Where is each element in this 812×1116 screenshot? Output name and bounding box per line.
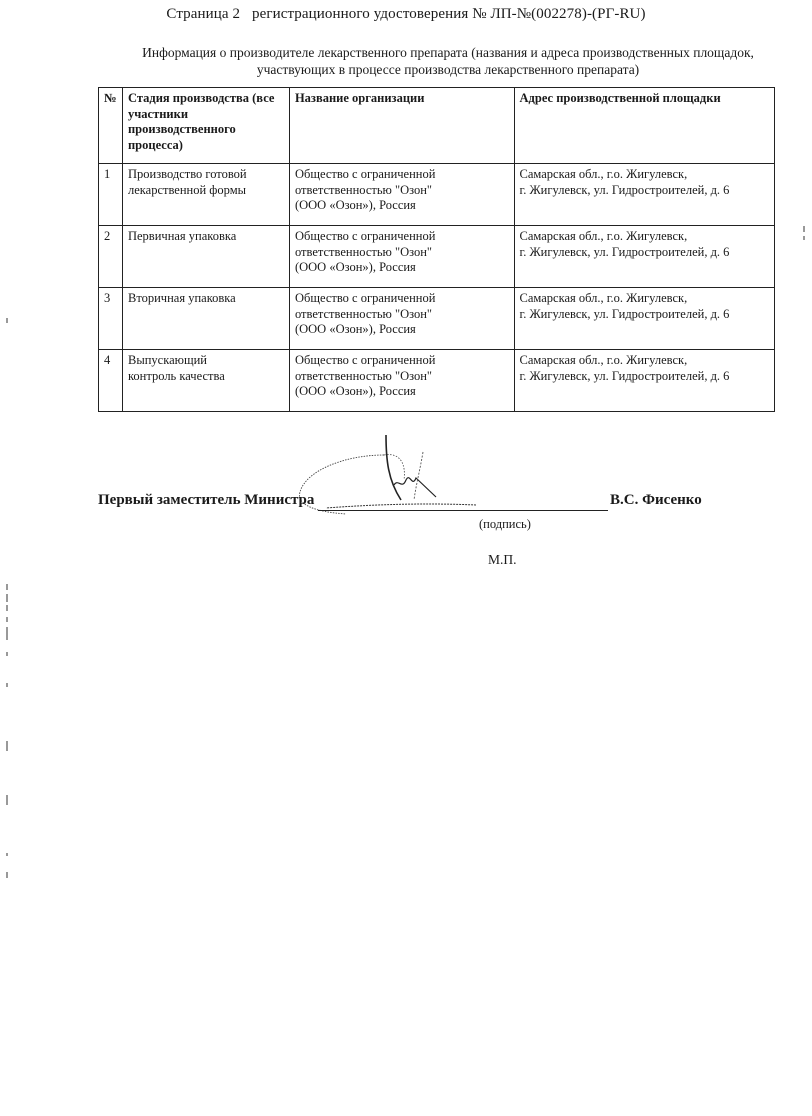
- page-header: [0, 6, 812, 23]
- row-organization: [289, 164, 514, 226]
- stage-text: Выпускающий контроль качества: [127, 353, 225, 383]
- row-stage: Вторичная упаковка: [122, 288, 289, 350]
- org-line: (ООО «Озон»), Россия: [294, 322, 416, 336]
- column-header-stage-label: Стадия производства (все участники производственного процесса): [127, 91, 275, 152]
- address-line: Самарская обл., г.о. Жигулевск,: [519, 353, 688, 367]
- row-organization: [289, 288, 514, 350]
- org-line: Общество с ограниченной: [294, 353, 436, 367]
- address-line: г. Жигулевск, ул. Гидростроителей, д. 6: [519, 368, 730, 383]
- row-organization: [289, 226, 514, 288]
- org-line: ответственностью "Озон": [294, 368, 433, 383]
- row-number: 3: [99, 288, 123, 350]
- row-stage: [122, 164, 289, 226]
- subtitle-line-2: участвующих в процессе производства лекарственного препарата): [256, 62, 640, 77]
- address-line: Самарская обл., г.о. Жигулевск,: [519, 229, 688, 243]
- row-stage: [122, 350, 289, 412]
- org-line: (ООО «Озон»), Россия: [294, 198, 416, 212]
- subtitle-line-1: Информация о производителе лекарственного препарата (названия и адреса производственных площадок,: [142, 45, 754, 60]
- signature-caption: (подпись): [479, 517, 531, 531]
- row-organization: [289, 350, 514, 412]
- table-row: [99, 350, 775, 412]
- table-row: [99, 226, 775, 288]
- signer-name: В.С. Фисенко: [610, 492, 702, 508]
- signature-block: [98, 480, 778, 580]
- address-line: г. Жигулевск, ул. Гидростроителей, д. 6: [519, 306, 730, 321]
- org-line: ответственностью "Озон": [294, 244, 433, 259]
- row-address: [514, 226, 774, 288]
- table-header-row: [99, 88, 775, 164]
- signer-title: Первый заместитель Министра: [98, 492, 315, 508]
- column-header-stage: [122, 88, 289, 164]
- column-header-number: №: [99, 88, 123, 164]
- certificate-title: регистрационного удостоверения № ЛП-№(002278)-(РГ-RU): [251, 6, 646, 22]
- row-number: 4: [99, 350, 123, 412]
- row-address: [514, 164, 774, 226]
- org-line: ответственностью "Озон": [294, 182, 433, 197]
- row-address: [514, 288, 774, 350]
- stamp-placeholder: М.П.: [488, 552, 517, 567]
- section-subtitle: [98, 44, 798, 78]
- row-number: 2: [99, 226, 123, 288]
- stage-text: Производство готовой лекарственной формы: [127, 167, 247, 197]
- org-line: (ООО «Озон»), Россия: [294, 260, 416, 274]
- table-row: [99, 164, 775, 226]
- org-line: Общество с ограниченной: [294, 167, 436, 181]
- signature-line: [318, 510, 608, 511]
- row-stage: Первичная упаковка: [122, 226, 289, 288]
- column-header-address: Адрес производственной площадки: [514, 88, 774, 164]
- table-row: [99, 288, 775, 350]
- row-number: 1: [99, 164, 123, 226]
- address-line: г. Жигулевск, ул. Гидростроителей, д. 6: [519, 244, 730, 259]
- column-header-organization: Название организации: [289, 88, 514, 164]
- page-number: Страница 2: [166, 6, 241, 22]
- org-line: ответственностью "Озон": [294, 306, 433, 321]
- address-line: г. Жигулевск, ул. Гидростроителей, д. 6: [519, 182, 730, 197]
- org-line: (ООО «Озон»), Россия: [294, 384, 416, 398]
- address-line: Самарская обл., г.о. Жигулевск,: [519, 291, 688, 305]
- row-address: [514, 350, 774, 412]
- org-line: Общество с ограниченной: [294, 291, 436, 305]
- address-line: Самарская обл., г.о. Жигулевск,: [519, 167, 688, 181]
- org-line: Общество с ограниченной: [294, 229, 436, 243]
- manufacturer-table: [98, 87, 775, 412]
